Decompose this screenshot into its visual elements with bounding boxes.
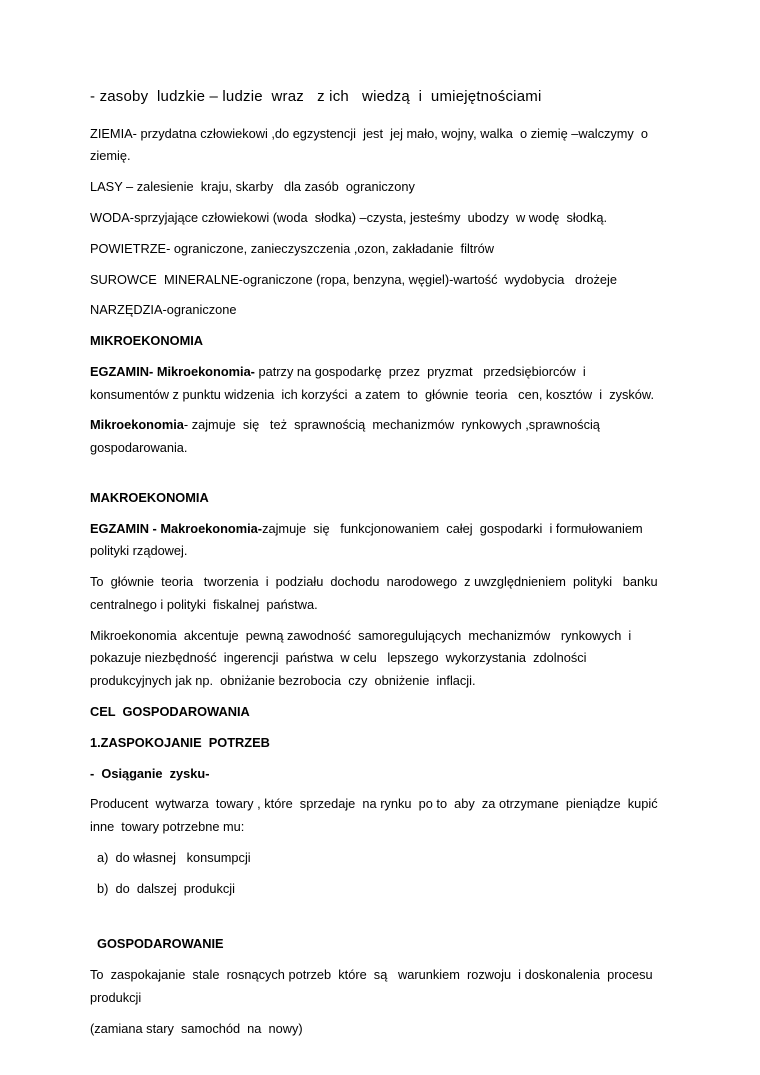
paragraph-egzamin-mikroekonomia	[90, 361, 668, 407]
paragraph-to-glownie-teoria	[90, 571, 668, 617]
text-run: - zasoby ludzkie – ludzie wraz z ich wiedzą i umiejętnościami	[90, 88, 542, 105]
text-run: To głównie teoria tworzenia i podziału dochodu narodowego z uwzględnieniem polityki banku centralnego i polityki fiskalnej państwa.	[90, 574, 662, 612]
paragraph-powietrze	[90, 238, 668, 261]
bold-run: Mikroekonomia	[90, 417, 184, 433]
paragraph-narzedzia	[90, 299, 668, 322]
paragraph-ziemia	[90, 123, 668, 169]
heading-zaspokojanie-potrzeb	[90, 732, 668, 755]
text-run: NARZĘDZIA-ograniczone	[90, 302, 237, 318]
paragraph-woda	[90, 207, 668, 230]
heading-osiaganie-zysku	[90, 763, 668, 786]
heading-gospodarowanie	[90, 933, 668, 956]
text-run: zajmuje się funkcjonowaniem całej gospodarki i formułowaniem polityki rządowej.	[90, 520, 650, 559]
text-run: (zamiana stary samochód na nowy)	[90, 1020, 303, 1036]
text-run: POWIETRZE- ograniczone, zanieczyszczenia ,ozon, zakładanie filtrów	[90, 240, 494, 256]
paragraph-zamiana-samochod	[90, 1018, 668, 1041]
text-run: SUROWCE MINERALNE-ograniczone (ropa, benzyna, węgiel)-wartość wydobycia drożeje	[90, 271, 618, 287]
heading-cel-gospodarowania	[90, 701, 668, 724]
paragraph-producent	[90, 793, 668, 839]
paragraph-surowce	[90, 269, 668, 292]
paragraph-egzamin-makroekonomia	[90, 518, 668, 564]
text-run: Producent wytwarza towary , które sprzedaje na rynku po to aby za otrzymane pieniądze kupić inne towary potrzebne mu:	[90, 796, 665, 835]
text-run: - zajmuje się też sprawnością mechanizmów rynkowych ,sprawnością gospodarowania.	[90, 417, 608, 456]
paragraph-zasoby-ludzkie	[90, 84, 668, 111]
text-run: Mikroekonomia akcentuje pewną zawodność samoregulujących mechanizmów rynkowych i pokazuje niezbędność ingerencji państwa w celu lepszego wykorzystania zdolności produkcyjnych jak np. obniżanie bezrobocia czy obniżenie inflacji.	[90, 627, 635, 689]
text-run: LASY – zalesienie kraju, skarby dla zasób ograniczony	[90, 179, 415, 195]
bold-run: 1.ZASPOKOJANIE POTRZEB	[90, 734, 270, 750]
heading-makroekonomia	[90, 487, 668, 510]
text-run: To zaspokajanie stale rosnących potrzeb które są warunkiem rozwoju i doskonalenia procesu produkcji	[90, 967, 660, 1005]
list-item-a	[90, 847, 668, 870]
paragraph-to-zaspokajanie	[90, 964, 668, 1010]
bold-run: MAKROEKONOMIA	[90, 489, 209, 505]
bold-run: - Osiąganie zysku-	[90, 765, 210, 781]
text-run: WODA-sprzyjające człowiekowi (woda słodka) –czysta, jesteśmy ubodzy w wodę słodką.	[90, 209, 608, 225]
paragraph-mikroekonomia-zajmuje	[90, 414, 668, 460]
list-item-b	[90, 878, 668, 901]
text-run: b) do dalszej produkcji	[97, 880, 235, 896]
bold-run: EGZAMIN- Mikroekonomia-	[90, 363, 255, 379]
heading-mikroekonomia	[90, 330, 668, 353]
text-run: a) do własnej konsumpcji	[97, 849, 251, 865]
bold-run: GOSPODAROWANIE	[97, 936, 224, 952]
text-run: ZIEMIA- przydatna człowiekowi ,do egzystencji jest jej mało, wojny, walka o ziemię –walczymy o ziemię.	[90, 125, 652, 164]
text-run: patrzy na gospodarkę przez pryzmat przedsiębiorców i konsumentów z punktu widzenia ich korzyści a zatem to głównie teoria cen, kosztów i zysków.	[90, 363, 655, 402]
paragraph-lasy	[90, 176, 668, 199]
bold-run: MIKROEKONOMIA	[90, 333, 204, 349]
bold-run: CEL GOSPODAROWANIA	[90, 704, 250, 719]
bold-run: EGZAMIN - Makroekonomia-	[90, 520, 263, 536]
paragraph-mikroekonomia-akcentuje	[90, 625, 668, 693]
